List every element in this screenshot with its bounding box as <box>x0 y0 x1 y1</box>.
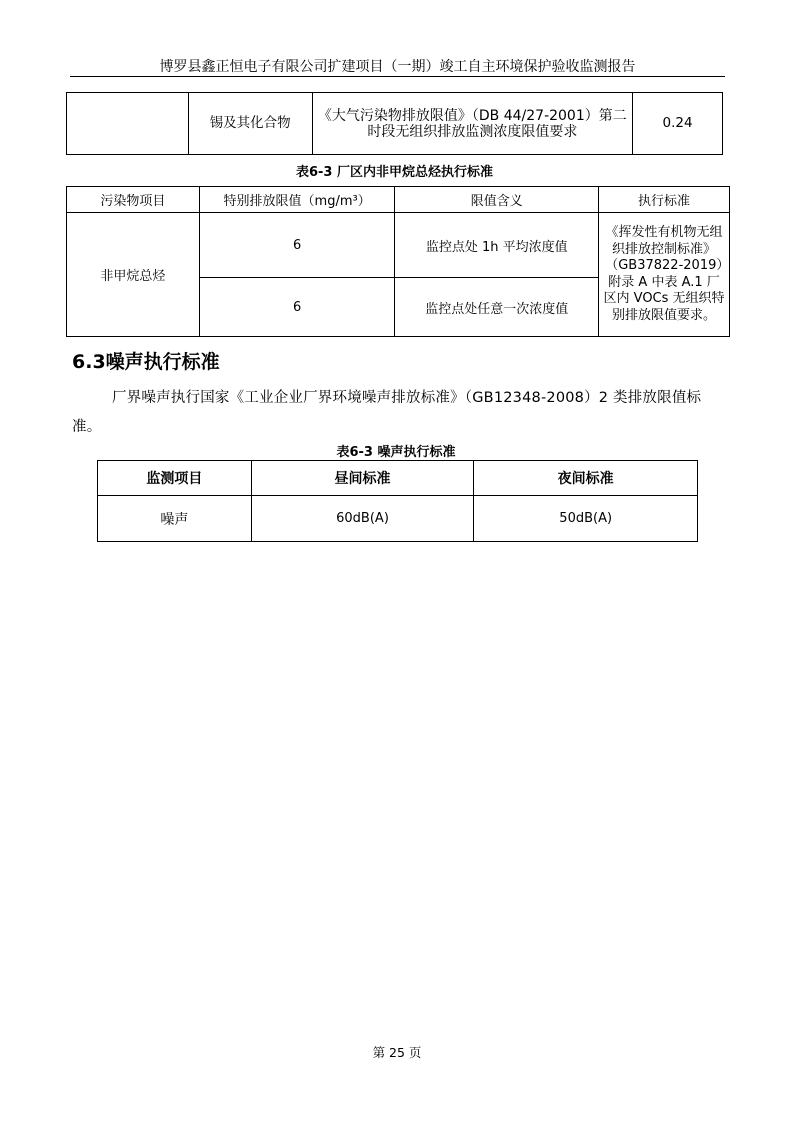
pollutant-cell: 非甲烷总烃 <box>67 213 200 337</box>
column-header: 夜间标准 <box>474 461 698 496</box>
limit-cell: 0.24 <box>633 93 723 155</box>
limit-cell: 6 <box>199 278 395 337</box>
table-cell <box>67 93 189 155</box>
meaning-cell: 监控点处任意一次浓度值 <box>395 278 599 337</box>
column-header: 特别排放限值（mg/m³） <box>199 187 395 213</box>
section-paragraph: 厂界噪声执行国家《工业企业厂界环境噪声排放标准》（GB12348-2008）2 类排放限值标准。 <box>72 390 702 435</box>
day-limit-cell: 60dB(A) <box>251 496 474 542</box>
header-rule <box>70 76 725 77</box>
pollutant-cell: 锡及其化合物 <box>188 93 312 155</box>
column-header: 污染物项目 <box>67 187 200 213</box>
table-header-row <box>98 461 698 496</box>
table-header-row <box>67 187 730 213</box>
page-number: 第 25 页 <box>372 1045 422 1060</box>
item-cell: 噪声 <box>98 496 252 542</box>
meaning-cell: 监控点处 1h 平均浓度值 <box>395 213 599 278</box>
vocs-standard-table <box>66 186 730 337</box>
previous-table-continuation <box>66 92 723 155</box>
table-row <box>67 213 730 278</box>
standard-cell: 《大气污染物排放限值》（DB 44/27-2001）第二时段无组织排放监测浓度限值要求 <box>312 93 633 155</box>
table-row <box>67 93 723 155</box>
column-header: 执行标准 <box>599 187 730 213</box>
noise-standard-table <box>97 460 698 542</box>
column-header: 限值含义 <box>395 187 599 213</box>
table-row <box>98 496 698 542</box>
section-heading: 6.3噪声执行标准 <box>72 351 220 373</box>
standard-cell: 《挥发性有机物无组织排放控制标准》（GB37822-2019）附录 A 中表 A.1 厂区内 VOCs 无组织特别排放限值要求。 <box>599 213 730 337</box>
table-caption: 表6-3 噪声执行标准 <box>336 445 456 460</box>
night-limit-cell: 50dB(A) <box>474 496 698 542</box>
column-header: 监测项目 <box>98 461 252 496</box>
report-header: 博罗县鑫正恒电子有限公司扩建项目（一期）竣工自主环境保护验收监测报告 <box>159 59 636 75</box>
column-header: 昼间标准 <box>251 461 474 496</box>
table-caption: 表6-3 厂区内非甲烷总烃执行标准 <box>295 165 493 180</box>
limit-cell: 6 <box>199 213 395 278</box>
